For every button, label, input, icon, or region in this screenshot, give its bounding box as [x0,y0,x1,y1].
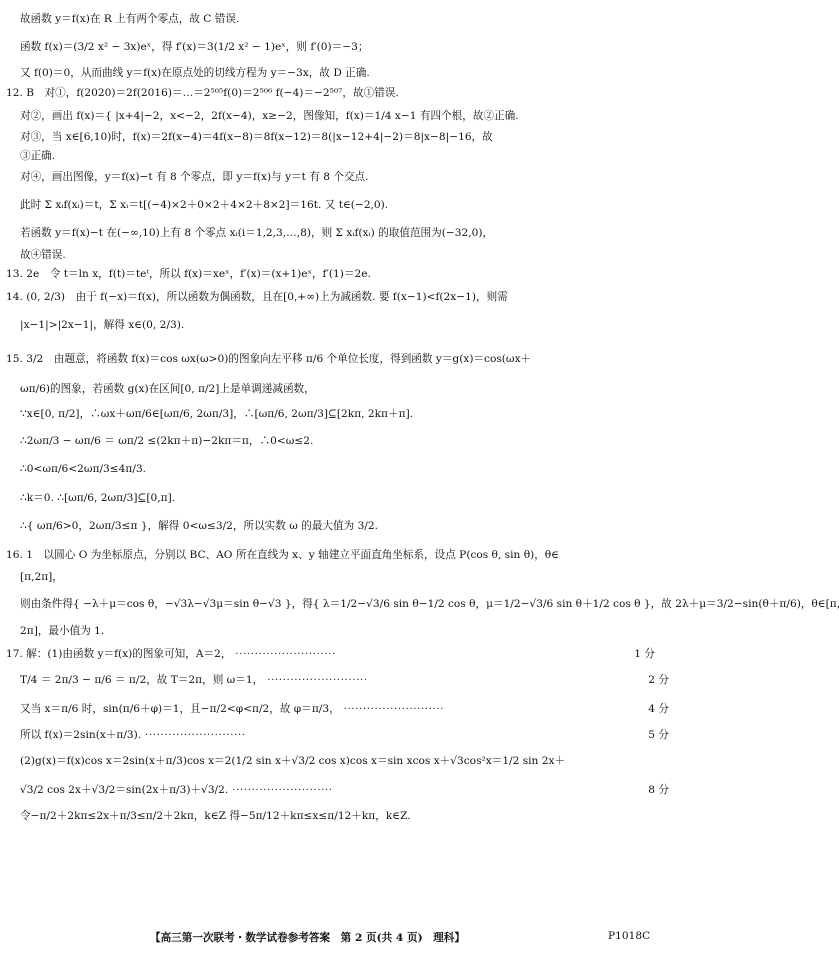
text-line [0,407,697,421]
text-line [0,109,697,123]
line-text: ∴2ωπ/3 − ωπ/6 ＝ ωπ/2 ≤(2kπ＋π)−2kπ＝π，∴0<ω≤2. [20,435,314,447]
score-mark: 4 分 [648,703,669,715]
text-line [0,548,683,562]
text-line [0,382,697,396]
text-line [0,624,697,638]
line-text: 17. 解：(1)由函数 y＝f(x)的图象可知，A＝2， [6,648,232,660]
line-text: 故函数 y＝f(x)在 R 上有两个零点，故 C 错误. [20,13,240,25]
text-line [0,267,683,281]
line-text: |x−1|>|2x−1|，解得 x∈(0, 2/3). [20,319,185,331]
text-line [0,491,697,505]
text-line [0,66,697,80]
text-line [0,352,683,366]
text-line [0,597,840,611]
text-line [0,198,697,212]
leader-dots: ·························· [231,648,336,660]
text-line [0,149,697,163]
line-text: ωπ/6)的图象，若函数 g(x)在区间[0, π/2]上是单调递减函数， [20,383,315,395]
footer-code: P1018C [608,930,651,942]
line-text: 15. 3/2 由题意，将函数 f(x)＝cos ωx(ω>0)的图象向左平移 π/6 个单位长度，得到函数 y＝g(x)＝cos(ωx＋ [6,353,532,365]
text-line [0,86,683,100]
line-text: 对④，画出图像，y＝f(x)−t 有 8 个零点，即 y＝f(x)与 y＝t 有 8 个交点. [20,171,369,183]
leader-dots: ·························· [228,784,333,796]
line-text: [π,2π]， [20,571,63,583]
text-line [0,519,697,533]
line-text: 2π]，最小值为 1. [20,625,105,637]
score-mark: 1 分 [634,648,655,660]
leader-dots: ·························· [141,729,246,741]
line-text: 函数 f(x)＝(3/2 x² − 3x)eˣ，得 f′(x)＝3(1/2 x² − 1)eˣ，则 f′(0)＝−3； [20,41,369,53]
leader-dots: ·························· [263,674,368,686]
line-text: ∴{ ωπ/6>0，2ωπ/3≤π }，解得 0<ω≤3/2，所以实数 ω 的最大值为 3/2. [20,520,378,532]
line-text: 所以 f(x)＝2sin(x＋π/3). [20,729,142,741]
text-line [0,170,697,184]
leader-dots: ·························· [339,703,445,715]
line-text: 对②，画出 f(x)＝{ |x+4|−2，x<−2，2f(x−4)，x≥−2，图像知，f(x)＝1/4 x−1 有四个根，故②正确. [20,110,519,122]
score-mark: 8 分 [648,784,669,796]
line-text: T/4 ＝ 2π/3 − π/6 ＝ π/2，故 T＝2π，则 ω＝1， [20,674,264,686]
text-line [0,754,697,768]
text-line [0,434,697,448]
text-line [0,809,697,823]
line-text: 又当 x＝π/6 时，sin(π/6＋φ)＝1，且−π/2<φ<π/2，故 φ＝π/3， [20,703,340,715]
line-text: 又 f(0)＝0，从而曲线 y＝f(x)在原点处的切线方程为 y＝−3x，故 D 正确. [20,67,370,79]
text-line [0,783,697,797]
text-line [0,318,697,332]
line-text: √3/2 cos 2x＋√3/2＝sin(2x＋π/3)＋√3/2. [20,784,229,796]
line-text: 16. 1 以圆心 O 为坐标原点，分别以 BC、AO 所在直线为 x、y 轴建立平面直角坐标系，设点 P(cos θ, sin θ)，θ∈ [6,549,560,561]
score-mark: 5 分 [648,729,669,741]
line-text: ∴k＝0. ∴[ωπ/6, 2ωπ/3]⊆[0,π]. [20,492,176,504]
line-text: ③正确. [20,150,56,162]
text-line [0,248,697,262]
line-text: 若函数 y＝f(x)−t 在(−∞,10)上有 8 个零点 xᵢ(i＝1,2,3,…,8)，则 Σ xᵢf(xᵢ) 的取值范围为(−32,0)， [20,227,494,239]
line-text: 令−π/2＋2kπ≤2x＋π/3≤π/2＋2kπ，k∈Z 得−5π/12＋kπ≤x≤π/12＋kπ，k∈Z. [20,810,411,822]
text-line [0,702,697,716]
text-line [0,226,697,240]
text-line [0,40,697,54]
text-line [0,462,697,476]
line-text: 对③，当 x∈[6,10)时，f(x)＝2f(x−4)＝4f(x−8)＝8f(x−12)＝8(|x−12+4|−2)＝8|x−8|−16，故 [20,131,493,143]
line-text: 故④错误. [20,249,66,261]
text-line [0,12,697,26]
text-line [0,728,697,742]
line-text: 则由条件得{ −λ＋μ＝cos θ，−√3λ−√3μ＝sin θ−√3 }，得{ λ＝1/2−√3/6 sin θ−1/2 cos θ，μ＝1/2−√3/6 sin θ＋1/2 cos θ }，故 2λ＋μ＝3/2−sin(θ＋π/6)，θ∈[π, [20,598,840,610]
text-line [0,673,697,687]
line-text: 此时 Σ xᵢf(xᵢ)＝t，Σ xᵢ＝t[(−4)×2＋0×2＋4×2＋8×2]＝16t. 又 t∈(−2,0). [20,199,389,211]
footer-title: 【高三第一次联考・数学试卷参考答案 第 2 页(共 4 页) 理科】 [150,932,465,944]
line-text: ∵x∈[0, π/2]，∴ωx＋ωπ/6∈[ωπ/6, 2ωπ/3]，∴[ωπ/6, 2ωπ/3]⊆[2kπ, 2kπ＋π]. [20,408,414,420]
line-text: 14. (0, 2/3) 由于 f(−x)＝f(x)，所以函数为偶函数，且在[0,+∞)上为减函数. 要 f(x−1)<f(2x−1)，则需 [6,291,508,303]
line-text: 12. B 对①，f(2020)＝2f(2016)＝…＝2⁵⁰⁵f(0)＝2⁵⁰⁶ f(−4)＝−2⁵⁰⁷，故①错误. [6,87,399,99]
text-line [0,130,697,144]
line-text: 13. 2e 令 t＝ln x，f(t)＝teᵗ，所以 f(x)＝xeˣ，f′(x)＝(x+1)eˣ，f′(1)＝2e. [6,268,371,280]
text-line [0,290,683,304]
line-text: ∴0<ωπ/6<2ωπ/3≤4π/3. [20,463,147,475]
text-line [0,647,683,661]
score-mark: 2 分 [648,674,669,686]
line-text: (2)g(x)＝f(x)cos x＝2sin(x＋π/3)cos x＝2(1/2 sin x＋√3/2 cos x)cos x＝sin xcos x＋√3cos²x＝1/2 sin 2x＋ [20,755,566,767]
text-line [0,570,697,584]
